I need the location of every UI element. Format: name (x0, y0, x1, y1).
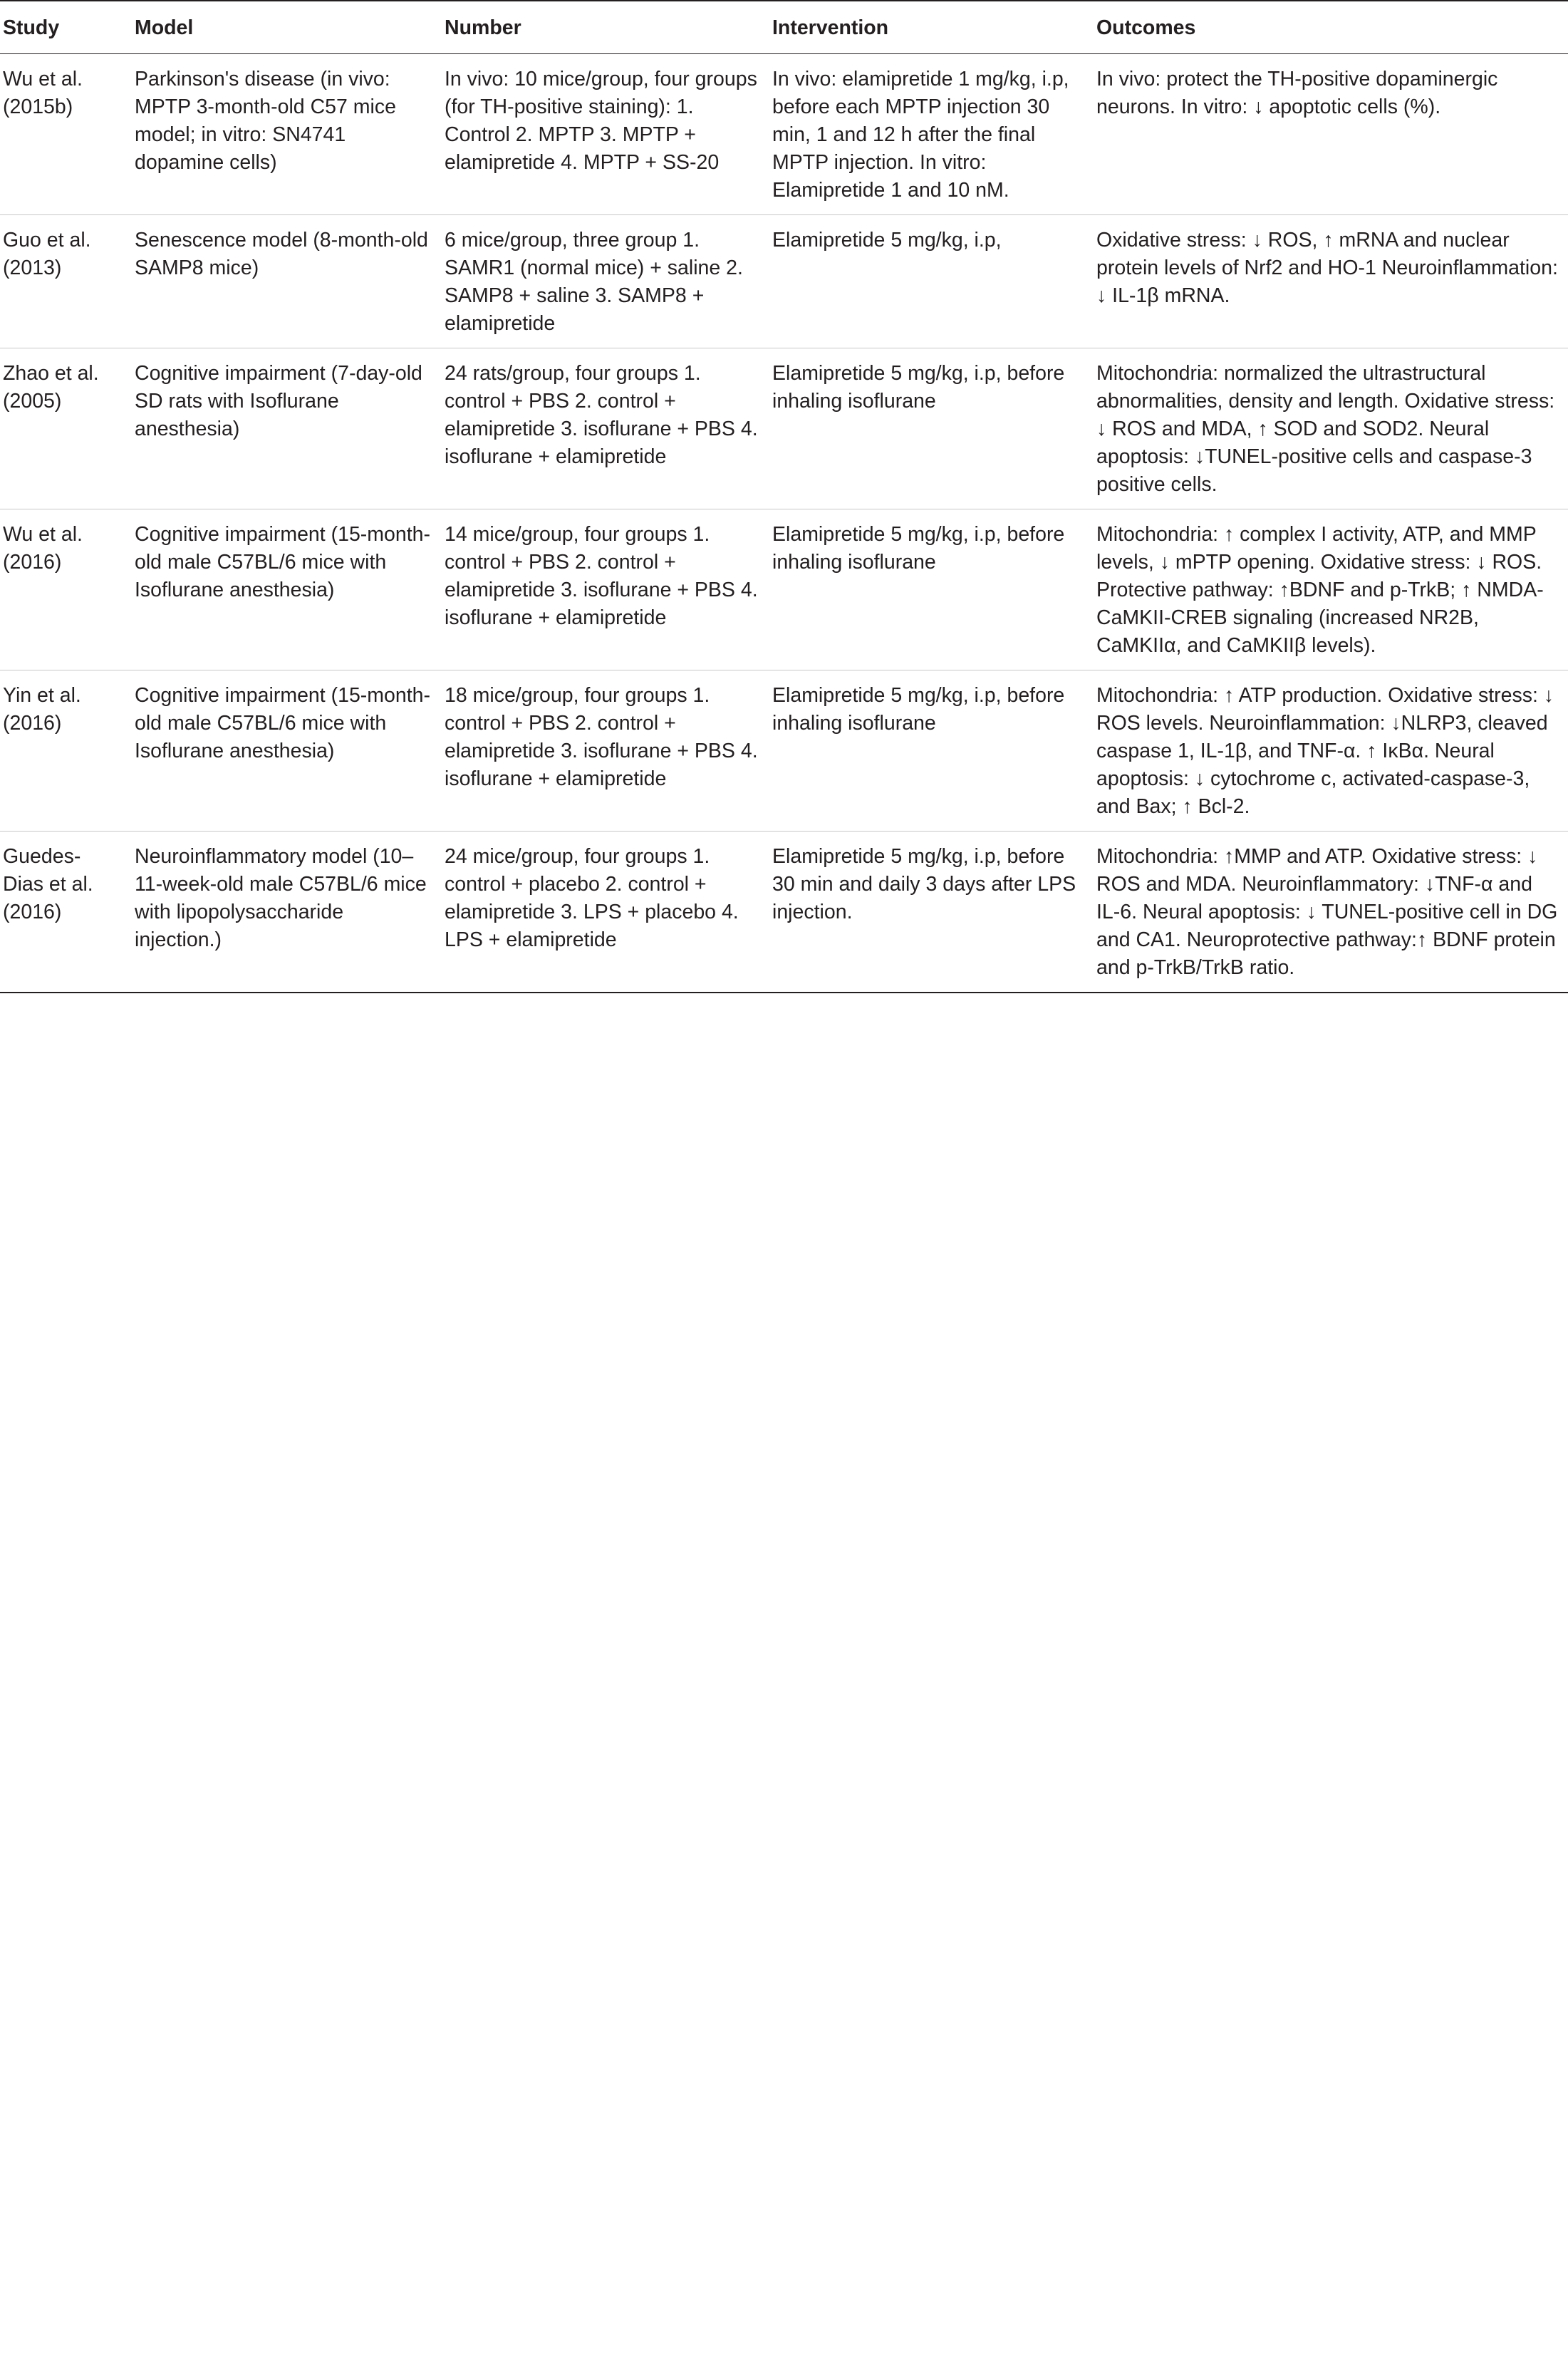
cell-number: 24 mice/group, four groups 1. control + placebo 2. control + elamipretide 3. LPS + placebo 4. LPS + elamipretide (445, 845, 739, 951)
cell-intervention: Elamipretide 5 mg/kg, i.p, before inhaling isoflurane (772, 523, 1065, 574)
cell-study: Wu et al. (2015b) (3, 68, 83, 118)
cell-intervention: Elamipretide 5 mg/kg, i.p, (772, 229, 1002, 252)
cell-outcomes: Mitochondria: ↑ complex I activity, ATP, and MMP levels, ↓ mPTP opening. Oxidative stress: ↓ ROS. Protective pathway: ↑BDNF and p-TrkB; ↑ NMDA-CaMKII-CREB signaling (increased NR2B, CaMKIIα, and CaMKIIβ levels). (1096, 523, 1544, 657)
cell-model: Senescence model (8-month-old SAMP8 mice) (135, 229, 428, 279)
table-row (0, 348, 1568, 509)
table-row (0, 215, 1568, 348)
table-header-row (0, 1, 1568, 54)
cell-model: Cognitive impairment (15-month-old male C57BL/6 mice with Isoflurane anesthesia) (135, 523, 430, 601)
cell-intervention: In vivo: elamipretide 1 mg/kg, i.p, before each MPTP injection 30 min, 1 and 12 h after the final MPTP injection. In vitro: Elamipretide 1 and 10 nM. (772, 68, 1069, 202)
cell-outcomes: Mitochondria: ↑MMP and ATP. Oxidative stress: ↓ ROS and MDA. Neuroinflammatory: ↓TNF-α and IL-6. Neural apoptosis: ↓ TUNEL-positive cell in DG and CA1. Neuroprotective pathway:↑ BDNF protein and p-TrkB/TrkB ratio. (1096, 845, 1558, 979)
cell-model: Neuroinflammatory model (10–11-week-old male C57BL/6 mice with lipopolysaccharide injection.) (135, 845, 427, 951)
studies-table (0, 0, 1568, 993)
cell-intervention: Elamipretide 5 mg/kg, i.p, before inhaling isoflurane (772, 684, 1065, 735)
table-row (0, 670, 1568, 832)
header-intervention: Intervention (772, 16, 889, 39)
cell-intervention: Elamipretide 5 mg/kg, i.p, before 30 min and daily 3 days after LPS injection. (772, 845, 1076, 923)
cell-model: Parkinson's disease (in vivo: MPTP 3-month-old C57 mice model; in vitro: SN4741 dopamine cells) (135, 68, 396, 174)
header-number: Number (445, 16, 521, 39)
cell-number: 14 mice/group, four groups 1. control + PBS 2. control + elamipretide 3. isoflurane + PBS 4. isoflurane + elamipretide (445, 523, 758, 629)
table-row (0, 832, 1568, 993)
cell-model: Cognitive impairment (15-month-old male C57BL/6 mice with Isoflurane anesthesia) (135, 684, 430, 762)
cell-study: Guedes-Dias et al. (2016) (3, 845, 93, 923)
cell-study: Zhao et al. (2005) (3, 362, 99, 413)
cell-study: Wu et al. (2016) (3, 523, 83, 574)
table-row (0, 509, 1568, 670)
header-model: Model (135, 16, 194, 39)
cell-outcomes: Mitochondria: ↑ ATP production. Oxidative stress: ↓ ROS levels. Neuroinflammation: ↓NLRP3, cleaved caspase 1, IL-1β, and TNF-α. ↑ IκBα. Neural apoptosis: ↓ cytochrome c, activated-caspase-3, and Bax; ↑ Bcl-2. (1096, 684, 1554, 818)
cell-model: Cognitive impairment (7-day-old SD rats with Isoflurane anesthesia) (135, 362, 422, 440)
cell-study: Guo et al. (2013) (3, 229, 91, 279)
cell-outcomes: Mitochondria: normalized the ultrastructural abnormalities, density and length. Oxidative stress: ↓ ROS and MDA, ↑ SOD and SOD2. Neural apoptosis: ↓TUNEL-positive cells and caspase-3 positive cells. (1096, 362, 1555, 496)
table-row (0, 54, 1568, 215)
cell-intervention: Elamipretide 5 mg/kg, i.p, before inhaling isoflurane (772, 362, 1065, 413)
cell-number: 24 rats/group, four groups 1. control + PBS 2. control + elamipretide 3. isoflurane + PBS 4. isoflurane + elamipretide (445, 362, 758, 468)
cell-study: Yin et al. (2016) (3, 684, 81, 735)
cell-number: In vivo: 10 mice/group, four groups (for TH-positive staining): 1. Control 2. MPTP 3. MPTP + elamipretide 4. MPTP + SS-20 (445, 68, 757, 174)
header-study: Study (3, 16, 60, 39)
cell-number: 6 mice/group, three group 1. SAMR1 (normal mice) + saline 2. SAMP8 + saline 3. SAMP8 + elamipretide (445, 229, 743, 335)
cell-outcomes: Oxidative stress: ↓ ROS, ↑ mRNA and nuclear protein levels of Nrf2 and HO-1 Neuroinflammation: ↓ IL-1β mRNA. (1096, 229, 1558, 307)
cell-number: 18 mice/group, four groups 1. control + PBS 2. control + elamipretide 3. isoflurane + PBS 4. isoflurane + elamipretide (445, 684, 758, 790)
cell-outcomes: In vivo: protect the TH-positive dopaminergic neurons. In vitro: ↓ apoptotic cells (%). (1096, 68, 1498, 118)
header-outcomes: Outcomes (1096, 16, 1196, 39)
